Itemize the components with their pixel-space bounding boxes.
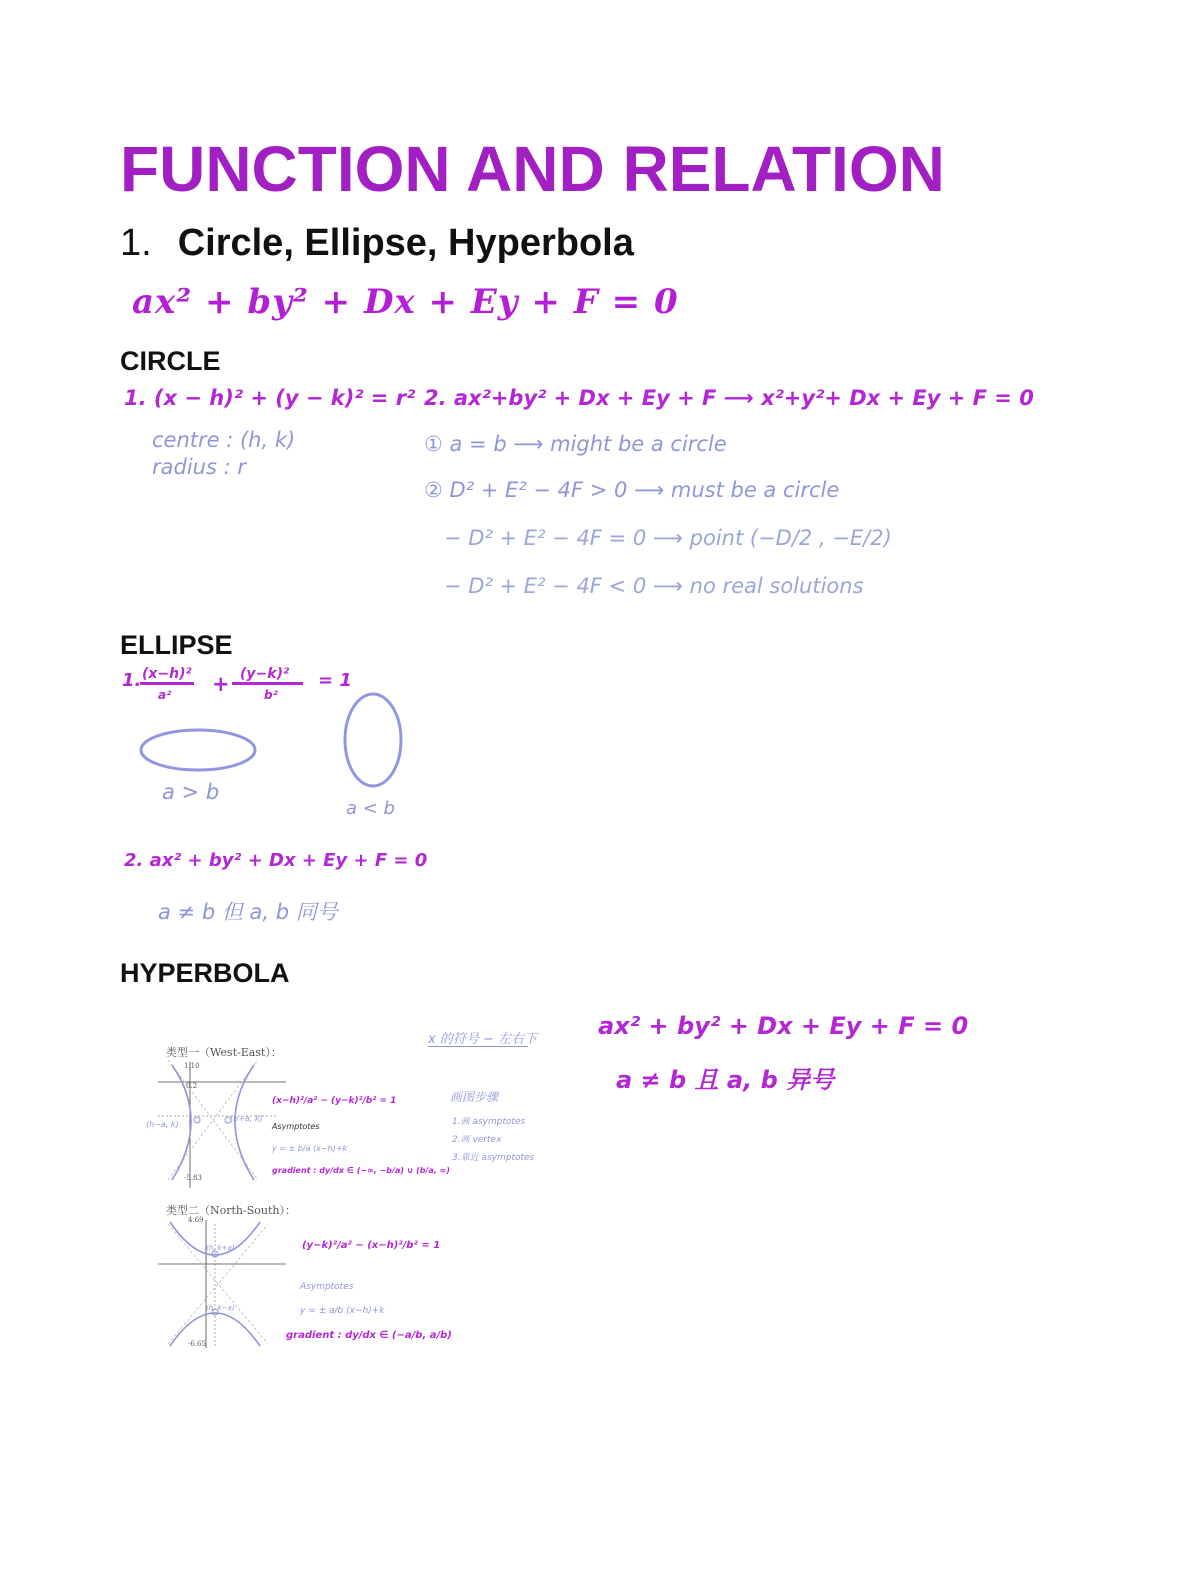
general-equation: ax² + by² + Dx + Ey + F = 0 [132, 282, 679, 322]
circle-general-form: 2. ax²+by² + Dx + Ey + F ⟶ x²+y²+ Dx + Ey + F = 0 [424, 386, 1034, 410]
hyperbola-type2-title: 类型二（North-South）： [166, 1204, 296, 1217]
type2-y-top: 4.69 [188, 1216, 204, 1224]
drawing-steps-title: 画图步骤 [450, 1090, 499, 1104]
hyperbola-note-top: x 的符号 − 左右下 [428, 1032, 537, 1047]
type2-top-point: (h, k+a) [206, 1244, 235, 1252]
type1-asymptotes-label: Asymptotes [272, 1122, 320, 1131]
circle-centre: centre : (h, k) [152, 428, 296, 452]
type1-asymptote-equation: y = ± b/a (x−h)+k [272, 1144, 348, 1153]
ellipse-general-form: 2. ax² + by² + Dx + Ey + F = 0 [124, 850, 428, 871]
type1-gradient: gradient : dy/dx ∈ (−∞, −b/a) ∪ (b/a, ∞) [272, 1166, 450, 1175]
type2-equation: (y−k)²/a² − (x−h)²/b² = 1 [302, 1240, 441, 1251]
ellipse-frac1-numerator: (x−h)² [140, 666, 194, 685]
ellipse-label-wide: a > b [162, 780, 220, 804]
subtitle-text: Circle, Ellipse, Hyperbola [177, 222, 634, 264]
page-title: FUNCTION AND RELATION [120, 133, 945, 205]
ellipse-tall-shape [345, 694, 401, 786]
ellipse-equals: = 1 [318, 670, 352, 691]
type1-equation: (x−h)²/a² − (y−k)²/b² = 1 [272, 1096, 397, 1106]
type2-bottom-point: (h, k−a) [206, 1304, 235, 1312]
hyperbola-type1-title: 类型一（West-East）： [166, 1046, 282, 1059]
circle-case-2: ② D² + E² − 4F > 0 ⟶ must be a circle [424, 478, 840, 502]
type1-y-bot: -5.83 [184, 1174, 202, 1182]
note-underline [428, 1046, 528, 1047]
drawing-step-3: 3.靠近 asymptotes [452, 1153, 535, 1163]
drawing-step-1: 1.画 asymptotes [452, 1117, 526, 1127]
ellipse-condition: a ≠ b 但 a, b 同号 [158, 900, 338, 924]
ellipse-frac1-denominator: a² [158, 688, 172, 702]
ellipse-heading: ELLIPSE [120, 630, 233, 660]
hyperbola-type2-graph [158, 1218, 288, 1350]
type2-asymptote-equation: y = ± a/b (x−h)+k [300, 1306, 385, 1316]
ellipse-plus: + [212, 672, 230, 696]
ellipse-frac2-denominator: b² [264, 688, 278, 702]
circle-case-1: ① a = b ⟶ might be a circle [424, 432, 727, 456]
type1-y-mid: 0.2 [186, 1082, 198, 1090]
type2-y-bot: -6.65 [188, 1340, 206, 1348]
type1-left-point: (h−a, k) [146, 1120, 179, 1129]
ellipse-wide-shape [141, 730, 255, 770]
ellipse-label-tall: a < b [346, 798, 395, 819]
type2-asymptotes-label: Asymptotes [300, 1282, 354, 1292]
hyperbola-condition: a ≠ b 且 a, b 异号 [616, 1066, 835, 1094]
hyperbola-general-form: ax² + by² + Dx + Ey + F = 0 [598, 1012, 969, 1040]
hyperbola-heading: HYPERBOLA [120, 958, 290, 988]
type1-left-vertex [194, 1117, 200, 1123]
type2-gradient: gradient : dy/dx ∈ (−a/b, a/b) [286, 1330, 452, 1341]
circle-heading: CIRCLE [120, 346, 221, 376]
circle-case-4: − D² + E² − 4F < 0 ⟶ no real solutions [444, 574, 864, 598]
drawing-step-2: 2.画 vertex [452, 1135, 502, 1145]
section-subtitle [120, 222, 634, 265]
ellipse-form-prefix: 1. [122, 670, 142, 691]
ellipse-frac2-numerator: (y−k)² [232, 666, 303, 685]
type1-y-top: 1.10 [184, 1062, 200, 1070]
circle-case-3: − D² + E² − 4F = 0 ⟶ point (−D/2 , −E/2) [444, 526, 892, 550]
circle-standard-form: 1. (x − h)² + (y − k)² = r² [124, 386, 416, 410]
circle-radius: radius : r [152, 455, 246, 479]
type1-right-point: (h+a, k) [230, 1114, 263, 1123]
subtitle-number: 1. [120, 222, 152, 264]
